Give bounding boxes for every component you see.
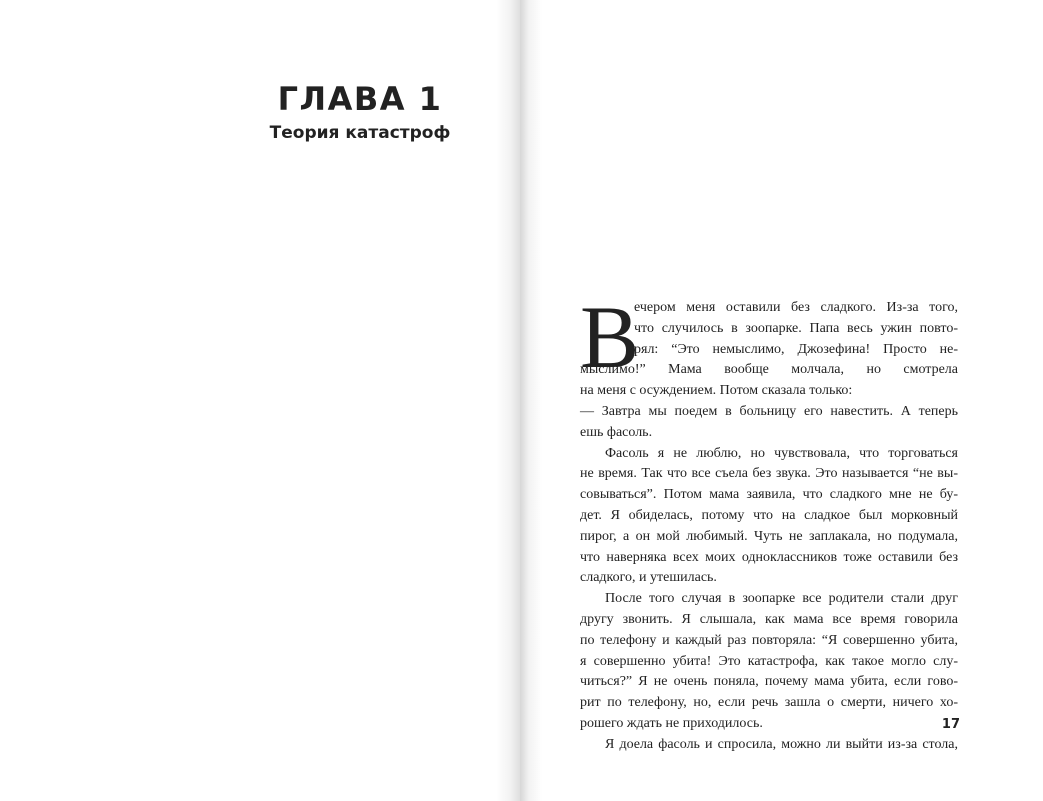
text-line: сладкого, и утешилась. — [580, 570, 717, 586]
text-line: я совершенно убита! Это катастрофа, как такое могло слу- — [580, 653, 958, 669]
text-line: Фасоль я не люблю, но чувствовала, что торговаться — [605, 445, 958, 461]
text-line: После того случая в зоопарке все родители стали друг — [605, 591, 958, 607]
text-line: что случилось в зоопарке. Папа весь ужин повто- — [634, 320, 958, 336]
text-line: другу звонить. Я слышала, как мама все время говорила — [580, 611, 958, 627]
text-line: по телефону и каждый раз повторяла: “Я совершенно убита, — [580, 632, 958, 648]
chapter-title: Теория катастроф — [269, 123, 451, 143]
text-line: рял: “Это немыслимо, Джозефина! Просто не- — [634, 341, 958, 357]
text-line: — Завтра мы поедем в больницу его навестить. А теперь — [580, 403, 958, 419]
text-line: совываться”. Потом мама заявила, что сладкого мне не бу- — [580, 487, 958, 503]
page-number: 17 — [941, 717, 960, 732]
text-line: читься?” Я не очень поняла, почему мама убита, если гово- — [580, 674, 958, 690]
drop-cap: В — [580, 289, 640, 387]
text-line: рошего ждать не приходилось. — [580, 715, 763, 731]
chapter-number: ГЛАВА 1 — [277, 80, 443, 118]
text-line: Я доела фасоль и спросила, можно ли выйти из-за стола, — [605, 736, 958, 752]
body-text — [580, 289, 958, 756]
left-page — [0, 0, 520, 801]
text-line: дет. Я обиделась, потому что на сладкое был морковный — [580, 507, 958, 523]
text-line: ешь фасоль. — [580, 424, 653, 440]
text-line: мыслимо!” Мама вообще молчала, но смотрела — [580, 362, 958, 378]
text-line: не время. Так что все съела без звука. Это называется “не вы- — [580, 466, 958, 482]
text-line: на меня с осуждением. Потом сказала только: — [580, 383, 853, 399]
gutter-shadow-left — [496, 0, 520, 801]
gutter-shadow-right — [520, 0, 542, 801]
text-line: ечером меня оставили без сладкого. Из-за того, — [634, 300, 958, 315]
text-line: что наверняка всех моих одноклассников тоже оставили без — [580, 549, 958, 565]
text-line: пирог, а он мой любимый. Чуть не заплакала, но подумала, — [580, 528, 958, 544]
text-line: рит по телефону, но, если речь зашла о смерти, ничего хо- — [580, 695, 958, 711]
